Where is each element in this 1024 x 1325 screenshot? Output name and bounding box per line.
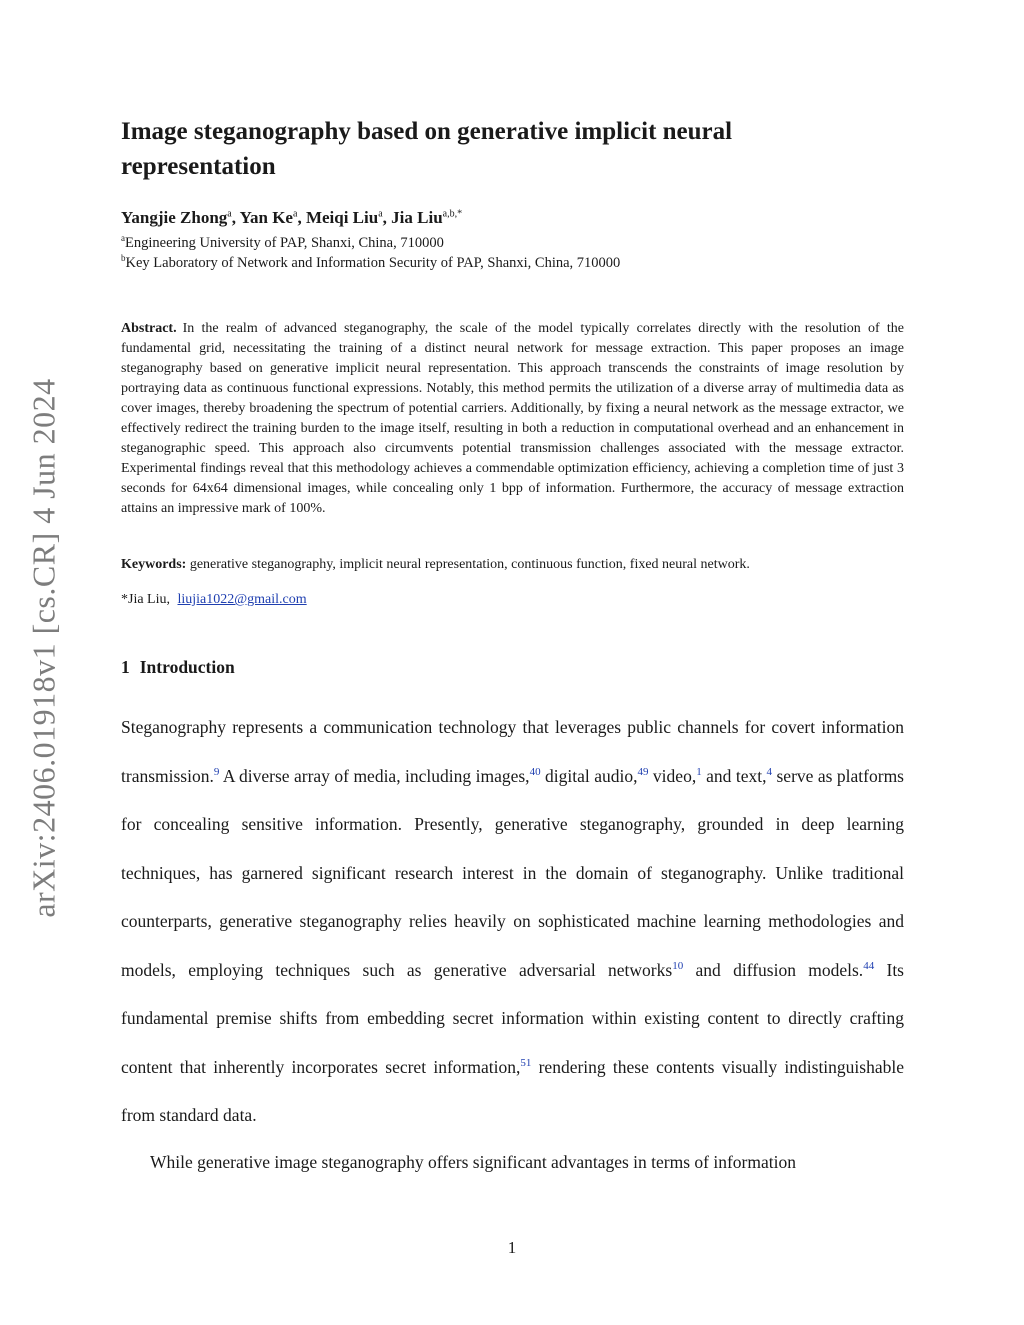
author-affiliation-mark: a — [292, 208, 298, 220]
text-run: digital audio, — [540, 765, 638, 786]
author-list: Yangjie Zhong$^a$, Yan Ke$^a$, Meiqi Liu$^a$, Jia Liu$^{a,b,*}$ — [121, 208, 463, 227]
author-name: Jia Liu — [391, 208, 443, 227]
text-run: Its fundamental premise shifts from embedding secret information within existing content to directly crafting content that inherently incorporates secret information, — [121, 959, 904, 1077]
author-name: Meiqi Liu — [305, 208, 379, 227]
citation-link[interactable]: 44 — [863, 959, 875, 972]
section-title: Introduction — [139, 657, 235, 677]
email-link[interactable]: liujia1022@gmail.com — [177, 592, 307, 607]
citation-link[interactable]: 10 — [672, 959, 684, 972]
intro-paragraph-1 — [121, 703, 904, 1140]
text-run: rendering these contents visually indistinguishable from standard data. — [121, 1056, 904, 1125]
section-number: 1 — [121, 657, 130, 677]
page-number: 1 — [507, 1238, 517, 1257]
text-run: and text, — [701, 765, 767, 786]
affiliation-text: Engineering University of PAP, Shanxi, China, 710000 — [125, 234, 444, 251]
affiliation-mark: a — [121, 233, 125, 243]
author-name: Yangjie Zhong — [121, 208, 228, 227]
text-run: serve as platforms for concealing sensitive information. Presently, generative steganography, grounded in deep learning techniques, has garnered significant research interest in the domain of steganography. Unlike traditional counterparts, generative steganography relies heavily on sophisticated machine learning methodologies and models, employing techniques such as generative adversarial networks — [121, 765, 904, 980]
keywords-text: generative steganography, implicit neural representation, continuous function, fixed neural network. — [189, 557, 750, 572]
text-run: and diffusion models. — [683, 959, 864, 980]
section-heading-introduction — [121, 657, 235, 678]
affiliation-text: Key Laboratory of Network and Information Security of PAP, Shanxi, China, 710000 — [125, 254, 621, 271]
corresponding-author — [121, 590, 307, 610]
author-affiliation-mark: a — [378, 208, 383, 220]
affiliation-mark: b — [121, 253, 126, 263]
arxiv-identifier-stamp: arXiv:2406.01918v1 [cs.CR] 4 Jun 2024 — [25, 378, 62, 918]
text-run: Steganography represents a communication technology that leverages public channels for covert information transmission. — [121, 717, 904, 786]
corresponding-author-label: *Jia Liu, — [121, 592, 170, 607]
citation-link[interactable]: 49 — [637, 765, 649, 778]
citation-link[interactable]: 40 — [529, 765, 541, 778]
citation-link[interactable]: 51 — [520, 1056, 532, 1069]
keywords-label: Keywords: — [121, 557, 187, 572]
text-run: A diverse array of media, including images, — [219, 765, 530, 786]
affiliation-a — [121, 233, 444, 252]
abstract-text: In the realm of advanced steganography, the scale of the model typically correlates directly with the resolution of the fundamental grid, necessitating the training of a distinct neural network for message extraction. This paper proposes an image steganography based on generative implicit neural representation. This approach transcends the constraints of image resolution by portraying data as continuous functional expressions. Notably, this method permits the utilization of a diverse array of multimedia data as cover images, thereby broadening the spectrum of potential carriers. Additionally, by fixing a neural network as the message extractor, we effectively redirect the training burden to the image itself, resulting in both a reduction in computational overhead and an enhancement in steganographic speed. This approach also circumvents potential transmission challenges associated with the message extractor. Experimental findings reveal that this methodology achieves a commendable optimization efficiency, achieving a completion time of just 3 seconds for 64x64 dimensional images, while concealing only 1 bpp of information. Furthermore, the accuracy of message extraction attains an impressive mark of 100%. — [121, 321, 904, 516]
citation-link[interactable]: 9 — [213, 765, 220, 778]
keywords — [121, 555, 904, 575]
affiliation-b — [121, 253, 620, 272]
text-run: video, — [648, 765, 697, 786]
author-name: Yan Ke — [239, 208, 293, 227]
abstract-label: Abstract. — [121, 321, 177, 336]
author-affiliation-mark: a — [227, 208, 232, 220]
author-affiliation-mark: a,b,* — [442, 208, 463, 220]
citation-link[interactable]: 4 — [766, 765, 773, 778]
intro-paragraph-2: While generative image steganography offers significant advantages in terms of information — [150, 1152, 796, 1172]
citation-link[interactable]: 1 — [696, 765, 702, 778]
paper-title: Image steganography based on generative implicit neural representation — [121, 118, 733, 180]
abstract — [121, 319, 904, 519]
